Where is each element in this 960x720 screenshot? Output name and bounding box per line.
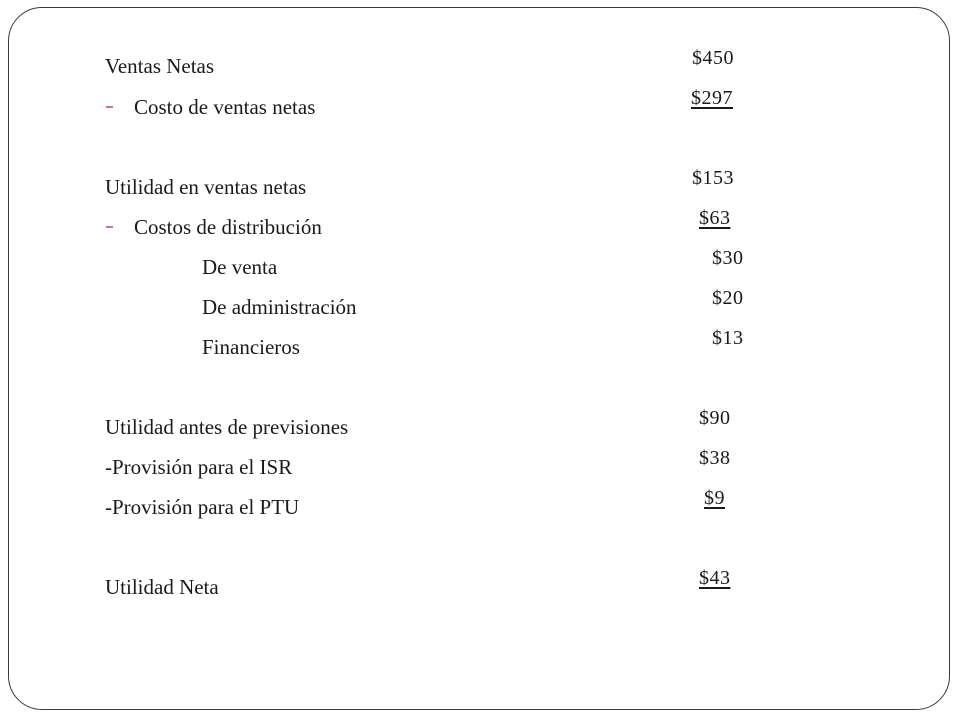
label-provision-ptu: -Provisión para el PTU bbox=[105, 495, 300, 519]
dash-bullet bbox=[106, 226, 113, 228]
label-de-administracion: De administración bbox=[202, 295, 357, 319]
amount-costos-distribucion: $63 bbox=[699, 207, 731, 229]
dash-bullet bbox=[106, 106, 113, 108]
amount-utilidad-ventas-netas: $153 bbox=[692, 167, 734, 189]
label-costo-ventas-netas: Costo de ventas netas bbox=[134, 95, 316, 119]
amount-provision-isr: $38 bbox=[699, 447, 731, 469]
amount-utilidad-neta: $43 bbox=[699, 567, 731, 589]
label-costos-distribucion: Costos de distribución bbox=[134, 215, 322, 239]
amount-ventas-netas: $450 bbox=[692, 47, 734, 69]
amount-financieros: $13 bbox=[712, 327, 744, 349]
amount-de-venta: $30 bbox=[712, 247, 744, 269]
amount-de-administracion: $20 bbox=[712, 287, 744, 309]
label-utilidad-ventas-netas: Utilidad en ventas netas bbox=[105, 175, 307, 199]
amount-utilidad-antes-previsiones: $90 bbox=[699, 407, 731, 429]
label-de-venta: De venta bbox=[202, 255, 278, 279]
label-utilidad-antes-previsiones: Utilidad antes de previsiones bbox=[105, 415, 349, 439]
label-provision-isr: -Provisión para el ISR bbox=[105, 455, 293, 479]
amount-provision-ptu: $9 bbox=[704, 487, 725, 509]
amount-costo-ventas-netas: $297 bbox=[691, 87, 733, 109]
label-utilidad-neta: Utilidad Neta bbox=[105, 575, 219, 599]
label-ventas-netas: Ventas Netas bbox=[105, 54, 215, 78]
label-financieros: Financieros bbox=[202, 335, 300, 359]
